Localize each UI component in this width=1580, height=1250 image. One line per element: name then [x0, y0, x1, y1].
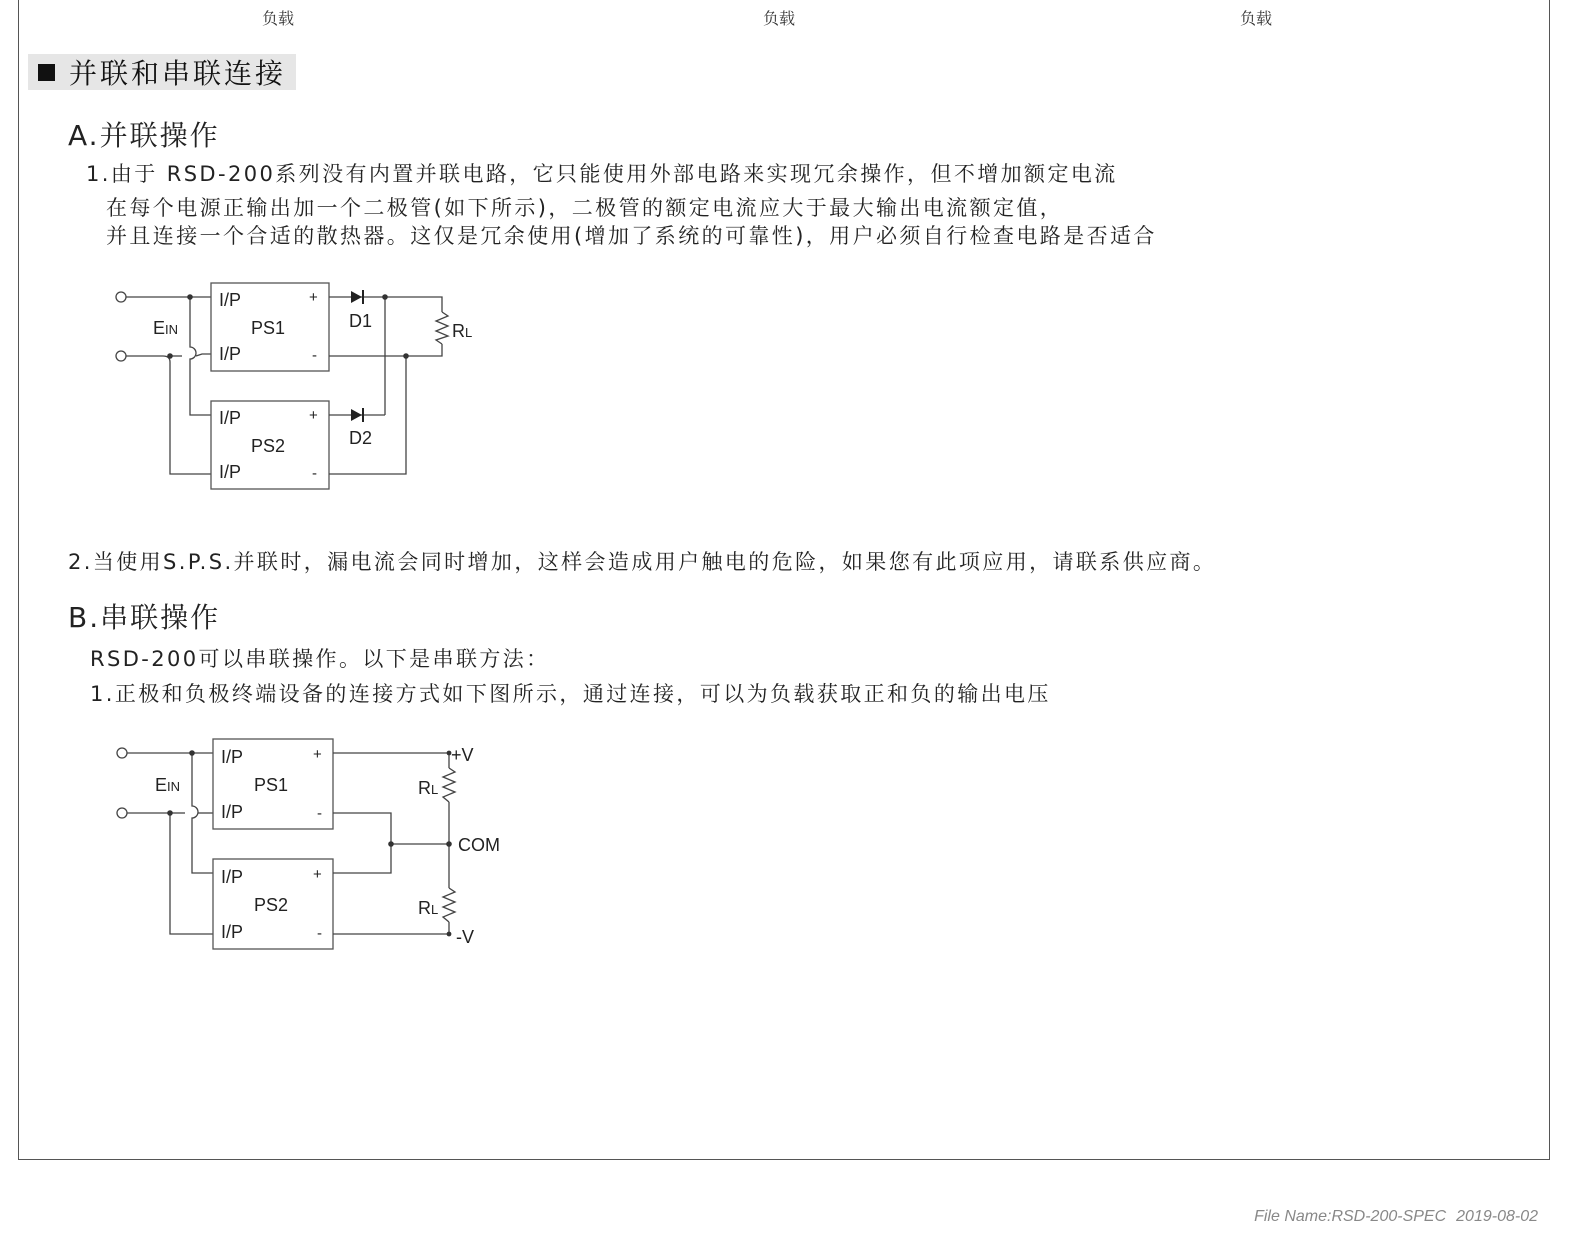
ps2-minus: -	[312, 465, 317, 482]
neg-v-label: -V	[456, 927, 474, 947]
ps2-ip-top: I/P	[219, 408, 242, 428]
series-ps2-ip-top: I/P	[221, 867, 244, 887]
series-resistor-bottom-icon	[443, 888, 455, 922]
parallel-line-2: 在每个电源正输出加一个二极管(如下所示)，二极管的额定电流应大于最大输出电流额定值，	[106, 196, 1064, 220]
ein-label: EIN	[153, 318, 179, 338]
series-ps1-ip-top: I/P	[221, 747, 244, 767]
series-ps2-minus: -	[317, 925, 322, 942]
series-ein-label: EIN	[155, 775, 181, 795]
series-line-1: 1.正极和负极终端设备的连接方式如下图所示，通过连接，可以为负载获取正和负的输出电压	[90, 682, 1051, 706]
series-input-terminal-bottom	[117, 808, 127, 818]
d2-label: D2	[349, 428, 373, 448]
series-rl-bottom-label: RL	[418, 898, 439, 918]
parallel-note-2: 2.当使用S.P.S.并联时，漏电流会同时增加，这样会造成用户触电的危险，如果您有此项应用，请联系供应商。	[68, 550, 1217, 574]
parallel-line-3: 并且连接一个合适的散热器。这仅是冗余使用(增加了系统的可靠性)，用户必须自行检查电路是否适合	[106, 224, 1157, 248]
com-label: COM	[458, 835, 500, 855]
load-label-1: 负载	[262, 9, 295, 28]
footer-date: 2019-08-02	[1456, 1208, 1538, 1225]
series-ps2-ip-bottom: I/P	[221, 922, 244, 942]
pos-v-label: +V	[451, 745, 474, 765]
footer	[1244, 1208, 1538, 1226]
parallel-line-1: 1.由于 RSD-200系列没有内置并联电路，它只能使用外部电路来实现冗余操作，但不增加额定电流	[86, 162, 1118, 186]
series-input-terminal-top	[117, 748, 127, 758]
ps2-label: PS2	[251, 436, 286, 456]
series-rl-top-label: RL	[418, 778, 439, 798]
ps1-label: PS1	[251, 318, 286, 338]
series-ps1-minus: -	[317, 805, 322, 822]
d1-label: D1	[349, 311, 373, 331]
load-label-2: 负载	[763, 9, 796, 28]
series-ps2-plus: +	[313, 866, 322, 883]
series-ps1-label: PS1	[254, 775, 289, 795]
load-label-3: 负载	[1240, 9, 1273, 28]
ps1-ip-top: I/P	[219, 290, 242, 310]
footer-file-name: File Name:RSD-200-SPEC	[1254, 1208, 1447, 1225]
parallel-heading: A.并联操作	[68, 119, 220, 152]
ps1-minus: -	[312, 347, 317, 364]
series-resistor-top-icon	[443, 768, 455, 802]
series-ps1-ip-bottom: I/P	[221, 802, 244, 822]
section-title: 并联和串联连接	[69, 57, 287, 90]
series-ps1-plus: +	[313, 746, 322, 763]
ps1-ip-bottom: I/P	[219, 344, 242, 364]
ps2-plus: +	[309, 407, 318, 424]
rl-label: RL	[452, 321, 473, 341]
ps1-plus: +	[309, 289, 318, 306]
series-intro: RSD-200可以串联操作。以下是串联方法：	[90, 647, 550, 671]
series-heading: B.串联操作	[68, 601, 221, 634]
ps2-ip-bottom: I/P	[219, 462, 242, 482]
series-ps2-label: PS2	[254, 895, 289, 915]
